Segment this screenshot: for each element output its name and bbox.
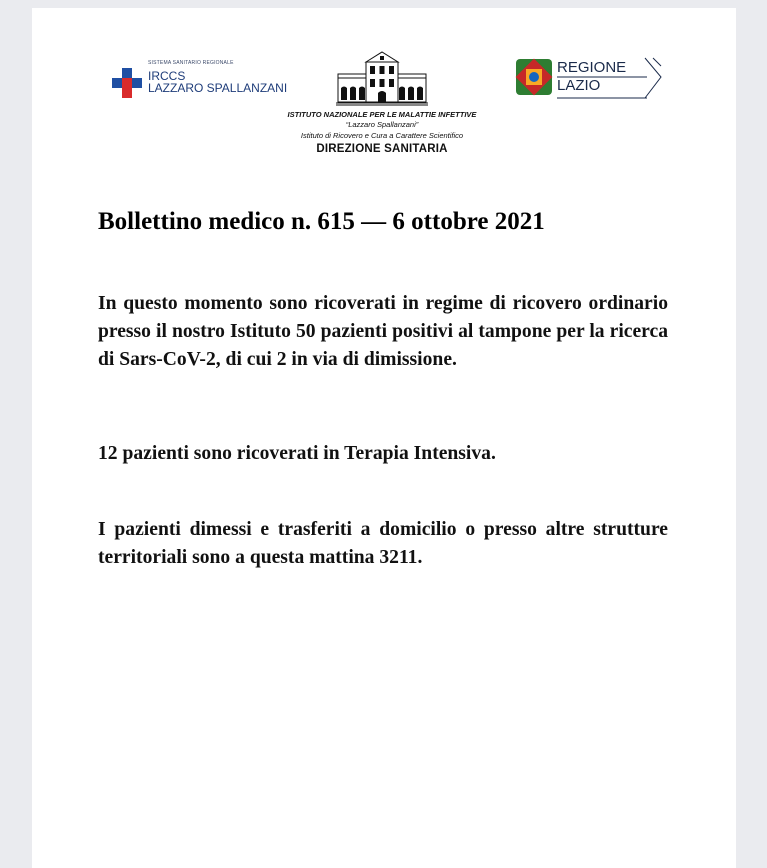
irccs-cross-icon	[112, 68, 142, 98]
institute-description: Istituto di Ricovero e Cura a Carattere Scientifico	[300, 131, 464, 140]
bulletin-title: Bollettino medico n. 615 — 6 ottobre 2021	[98, 208, 545, 235]
logo-irccs-text: IRCCS	[148, 69, 186, 83]
institute-header	[247, 48, 517, 155]
regione-text: REGIONE	[557, 59, 627, 76]
institute-building-icon	[336, 48, 428, 106]
paragraph-hospitalized: In questo momento sono ricoverati in regime di ricovero ordinario presso il nostro Istituto 50 pazienti positivi al tampone per la ricerca di Sars-CoV-2, di cui 2 in via di dimissione.	[98, 293, 668, 370]
direction-heading: DIREZIONE SANITARIA	[316, 143, 448, 155]
regione-lazio-emblem-icon	[515, 58, 553, 96]
regione-lazio-logo	[515, 56, 665, 102]
logo-spallanzani-text: LAZZARO SPALLANZANI	[148, 81, 288, 95]
document-page	[32, 8, 736, 868]
paragraph-discharged: I pazienti dimessi e trasferiti a domicilio o presso altre strutture territoriali sono a questa mattina 3211.	[98, 519, 668, 568]
logo-system-text: SISTEMA SANITARIO REGIONALE	[148, 60, 234, 66]
lazio-text: LAZIO	[557, 77, 601, 94]
institute-name: ISTITUTO NAZIONALE PER LE MALATTIE INFETTIVE	[287, 110, 477, 119]
paragraph-intensive-care: 12 pazienti sono ricoverati in Terapia Intensiva.	[98, 443, 496, 464]
institute-subtitle: “Lazzaro Spallanzani”	[345, 120, 419, 129]
